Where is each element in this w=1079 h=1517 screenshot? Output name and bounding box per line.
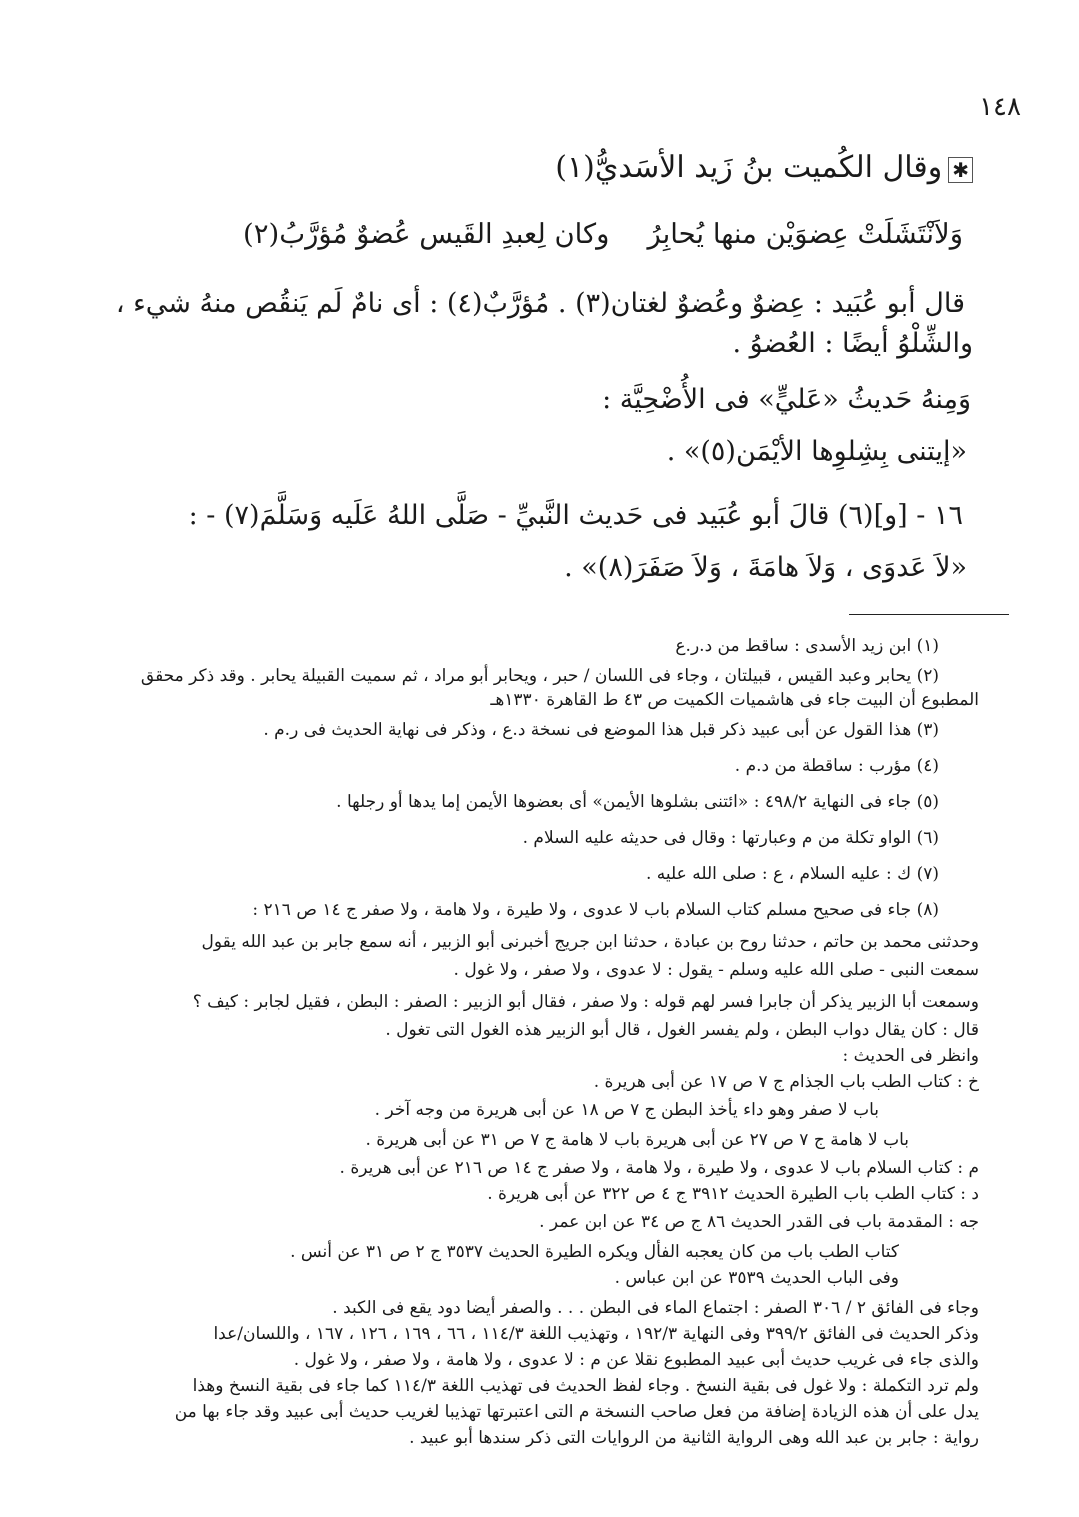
heading-text: وقال الكُميت بنُ زَيد الأسَديُّ(١) [555,150,943,185]
body-line: «إيتنى بِشِلوِها الأيْمَن(٥)» . [666,436,967,467]
footnote-line: (٨) جاء فى صحيح مسلم كتاب السلام باب لا عدوى ، ولا طيرة ، ولا هامة ، ولا صفر ج ١٤ ص ٢١٦ : [252,900,939,920]
footnote-line: قال : كان يقال دواب البطن ، ولم يفسر الغول ، قال أبو الزبير هذه الغول التى تغول . [385,1020,979,1040]
footnote-line: د : كتاب الطب باب الطيرة الحديث ٣٩١٢ ج ٤ ص ٣٢٢ عن أبى هريرة . [487,1184,979,1204]
footnote-line: باب لا صفر وهو داء يأخذ البطن ج ٧ ص ١٨ عن أبى هريرة من وجه آخر . [374,1100,879,1120]
page-number: ١٤٨ [979,92,1021,122]
footnote-line: (٢) يحابر وعبد القيس ، قبيلتان ، وجاء فى اللسان / حبر ، ويحابر أبو مراد ، ثم سميت القبيلة يحابر . وقد ذكر محقق [140,666,939,686]
footnote-line: (٣) هذا القول عن أبى عبيد ذكر قبل هذا الموضع فى نسخة د.ع ، وذكر فى نهاية الحديث فى ر.م . [263,720,939,740]
footnote-line: (٤) مؤرب : ساقطة من د.م . [734,756,939,776]
verse-first-hemistich: وَلاَنْتَشَلَتْ عِضوَيْن منها يُحابِرُ [647,218,963,250]
footnote-line: باب لا هامة ج ٧ ص ٢٧ عن أبى هريرة باب لا هامة ج ٧ ص ٣١ عن أبى هريرة . [365,1130,909,1150]
footnote-line: وفى الباب الحديث ٣٥٣٩ عن ابن عباس . [614,1268,899,1288]
footnote-line: سمعت النبى - صلى الله عليه وسلم - يقول : لا عدوى ، ولا صفر ، ولا غول . [453,960,979,980]
footnote-line: وحدثنى محمد بن حاتم ، حدثنا روح بن عبادة ، حدثنا ابن جريج أخبرنى أبو الزبير ، أنه سمع جابر بن عبد الله يقول [201,932,979,952]
footnote-separator [849,614,1009,615]
paragraph-mark-icon: ✱ [948,157,973,183]
footnote-line: (٦) الواو تكلة من م وعبارتها : وقال فى حديثه عليه السلام . [522,828,939,848]
body-line: قال أبو عُبَيد : عِضوٌ وعُضوٌ لغتان(٣) . مُؤرَّبٌ(٤) : أى نامٌ لَم يَنقُص منهُ شيء ، [115,288,965,319]
footnote-line: خ : كتاب الطب باب الجذام ج ٧ ص ١٧ عن أبى هريرة . [593,1072,979,1092]
body-line: والشِّلْوُ أيضًا : العُضوُ . [732,328,973,359]
footnote-line: رواية : جابر بن عبد الله وهى الرواية الثانية من الروايات التى ذكر سندها أبو عبيد . [409,1428,979,1448]
footnote-line: (٥) جاء فى النهاية ٤٩٨/٢ : «ائتنى بشلوها الأيمن» أى بعضوها الأيمن إما يدها أو رجلها . [336,792,939,812]
footnote-line: والذى جاء فى غريب حديث أبى عبيد المطبوع نقلا عن م : لا عدوى ، ولا هامة ، ولا صفر ، ولا غول . [293,1350,979,1370]
footnote-line: وجاء فى الفائق ٢ / ٣٠٦ الصفر : اجتماع الماء فى البطن . . . والصفر أيضا دود يقع فى الكبد . [332,1298,979,1318]
section-heading [555,150,973,185]
footnote-line: كتاب الطب باب من كان يعجبه الفأل ويكره الطيرة الحديث ٣٥٣٧ ج ٢ ص ٣١ عن أنس . [290,1242,899,1262]
footnote-line: وسمعت أبا الزبير يذكر أن جابرا فسر لهم قوله : ولا صفر ، فقال أبو الزبير : الصفر : البطن ، فقيل لجابر : كيف ؟ [192,992,979,1012]
body-line: ١٦ - [و](٦) قالَ أبو عُبَيد فى حَديث النَّبيِّ - صَلَّى اللهُ عَلَيه وَسَلَّمَ(٧) - : [188,500,963,531]
footnote-line: وذكر الحديث فى الفائق ٣٩٩/٢ وفى النهاية ١٩٢/٣ ، وتهذيب اللغة ١١٤/٣ ، ٦٦ ، ١٦٩ ، ١٢٦ ، ١٦٧ ، واللسان/عدا [213,1324,979,1344]
footnote-line: جه : المقدمة باب فى القدر الحديث ٨٦ ج ص ٣٤ عن ابن عمر . [539,1212,979,1232]
footnote-line: (١) ابن زيد الأسدى : ساقط من د.ر.ع [675,636,939,656]
footnote-line: المطبوع أن البيت جاء فى هاشميات الكميت ص ٤٣ ط القاهرة ١٣٣٠هـ [490,690,979,710]
body-line: وَمِنهُ حَديثُ «عَليٍّ» فى الأُضْحِيَّة : [602,384,971,415]
footnote-line: (٧) ك : عليه السلام ، ع : صلى الله عليه . [645,864,939,884]
footnote-line: م : كتاب السلام باب لا عدوى ، ولا طيرة ، ولا هامة ، ولا صفر ج ١٤ ص ٢١٦ عن أبى هريرة . [339,1158,979,1178]
footnote-line: يدل على أن هذه الزيادة إضافة من فعل صاحب النسخة م التى اعتبرتها تهذيبا لغريب حديث أبى عبيد وقد جاء بها من [174,1402,979,1422]
verse-second-hemistich: وكان لِعبدِ القَيس عُضوٌ مُؤرَّبُ(٢) [243,218,610,250]
body-line: «لاَ عَدوَى ، وَلاَ هامَةَ ، وَلاَ صَفَرَ(٨)» . [564,552,967,583]
footnote-line: وانظر فى الحديث : [842,1046,979,1066]
footnote-line: ولم ترد التكملة : ولا غول فى بقية النسخ . وجاء لفظ الحديث فى تهذيب اللغة ١١٤/٣ كما جاء فى بقية النسخ وهذا [192,1376,979,1396]
